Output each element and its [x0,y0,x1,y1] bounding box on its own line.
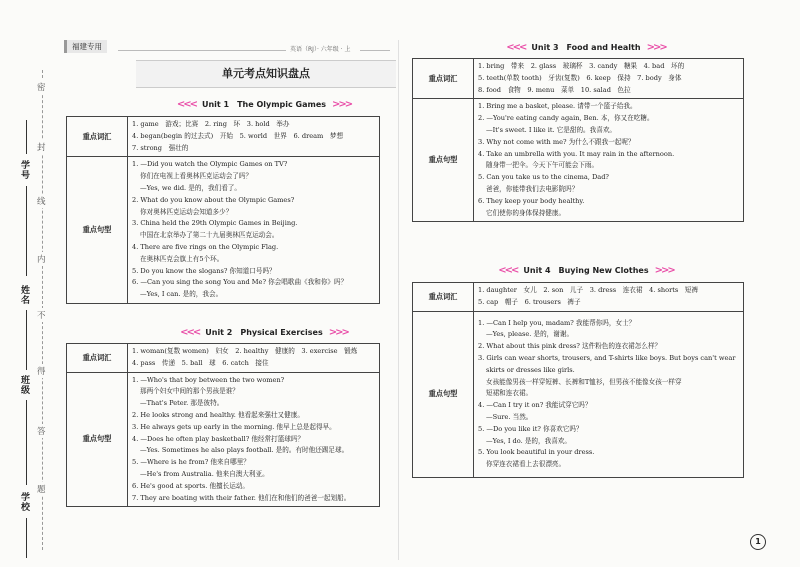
sentence-line: 你穿连衣裙看上去很漂亮。 [486,460,566,469]
unit3-vocab-row [413,59,744,99]
sentence-line: —Yes, please. 是的，谢谢。 [486,330,574,339]
sentence-line: —Yes. Sometimes he also plays football. 是的。有时他还踢足球。 [140,446,349,455]
sentence-line: 6. —Can you sing the song You and Me? 你会唱歌曲《我和你》吗？ [132,278,348,287]
seal-char: 内 [37,252,46,266]
right-arrows-icon: >>> [328,327,348,338]
vocab-header: 重点词汇 [67,117,128,157]
sentence-line: —Yes, I do. 是的，我喜欢。 [486,436,571,445]
vocab-line: 8. food 食物 9. menu 菜单 10. salad 色拉 [478,85,631,94]
right-arrows-icon: >>> [654,265,674,276]
sentence-header: 重点句型 [67,157,128,304]
sentence-line: 中国在北京举办了第二十九届奥林匹克运动会。 [140,231,279,240]
sentence-line: 3. He always gets up early in the morning. 他早上总是起得早。 [132,422,336,431]
sentence-line: 3. China held the 29th Olympic Games in Beijing. [132,219,298,228]
seal-char: 答 [37,424,46,438]
left-arrows-icon: <<< [506,42,526,53]
sentence-line: 短裙和连衣裙。 [486,389,533,398]
sentence-line: —It's sweet. I like it. 它是甜的。我喜欢。 [486,125,617,134]
school-line [26,518,27,558]
sentence-line: 你们在电视上看奥林匹克运动会了吗？ [140,172,253,181]
vocab-header: 重点词汇 [413,283,474,312]
unit2-vocab [128,344,380,373]
sentence-line: —Yes, we did. 是的，我们看了。 [140,183,241,192]
unit3-table [412,58,744,222]
unit3-vocab [474,59,744,99]
vocab-line: 5. cap 帽子 6. trousers 裤子 [478,297,581,306]
sentence-line: 你对奥林匹克运动会知道多少？ [140,207,233,216]
sentence-header: 重点句型 [413,311,474,477]
page-divider [398,40,399,560]
sentence-line: 5. You look beautiful in your dress. [478,448,595,457]
sentence-line: 4. —Does he often play basketball? 他经常打篮球吗？ [132,434,305,443]
sentence-line: 在奥林匹克会旗上有5个环。 [140,254,224,263]
sentence-line: 1. —Can I help you, madam? 我能帮你吗，女士？ [478,318,636,327]
right-arrows-icon: >>> [332,99,352,110]
unit3-sentence-row [413,99,744,222]
vocab-header: 重点词汇 [413,59,474,99]
unit3-title-text: Unit 3 Food and Health [531,43,641,52]
sentence-line: 5. Do you know the slogans? 你知道口号吗？ [132,266,276,275]
sentence-line: —Sure. 当然。 [486,412,533,421]
unit4-title-text: Unit 4 Buying New Clothes [523,266,649,275]
vocab-line: 7. strong 强壮的 [132,143,189,152]
unit2-title [124,327,404,339]
unit4-sentence-row [413,311,744,477]
unit2-vocab-row [67,344,380,373]
unit1-sentences [128,157,380,304]
unit3-sentences [474,99,744,222]
unit2-sentences [128,372,380,507]
unit1-title-text: Unit 1 The Olympic Games [201,100,327,109]
left-arrows-icon: <<< [498,265,518,276]
vocab-line: 1. bring 带来 2. glass 玻璃杯 3. candy 糖果 4. bad 坏的 [478,62,685,70]
sentence-line: 7. They are boating with their father. 他们在和他们的爸爸一起划船。 [132,493,351,502]
unit1-vocab [128,117,380,157]
student-number-line-2 [26,186,27,276]
vocab-line: 4. began(begin 的过去式) 开始 5. world 世界 6. dream 梦想 [132,131,344,140]
sentence-line: 女孩能像男孩一样穿短裤、长裤和T恤衫，但男孩不能像女孩一样穿 [486,377,682,386]
unit2-table [66,343,380,507]
sentence-line: 6. They keep your body healthy. [478,196,585,205]
right-arrows-icon: >>> [646,42,666,53]
sentence-line: 1. —Who's that boy between the two women? [132,375,285,384]
unit4-table [412,282,744,478]
unit4-sentences [474,311,744,477]
name-line [26,310,27,370]
header-rule-left [118,50,286,51]
sentence-header: 重点句型 [413,99,474,222]
seal-char: 线 [37,194,46,208]
sentence-line: 3. Girls can wear shorts, trousers, and T-shirts like boys. But boys can't wear [478,353,736,362]
sentence-line: 3. Why not come with me? 为什么不跟我一起呢？ [478,137,635,146]
sentence-line: 爸爸，你能带我们去电影院吗？ [486,184,579,193]
sentence-line: 它们使你的身体保持健康。 [486,208,566,217]
class-line [26,400,27,485]
sentence-line: 那两个妇女中间的那个男孩是谁？ [140,387,239,396]
unit4-vocab [474,283,744,312]
unit2-title-text: Unit 2 Physical Exercises [205,328,323,337]
seal-char: 得 [37,364,46,378]
sentence-line: —That's Peter. 那是彼特。 [140,399,224,408]
vocab-line: 4. pass 传递 5. ball 球 6. catch 接住 [132,358,269,367]
name-label: 姓名 [19,285,29,305]
school-label: 学校 [19,492,29,512]
sentence-line: 5. Can you take us to the cinema, Dad? [478,173,609,182]
sentence-line: —Yes, I can. 是的，我会。 [140,290,223,299]
unit4-title [436,265,736,277]
sentence-line: 随身带一把伞。今天下午可能会下雨。 [486,161,599,170]
unit3-title [436,42,736,54]
student-number-label: 学号 [19,160,29,180]
region-tag: 福建专用 [64,40,107,53]
sentence-line: 2. What about this pink dress? 这件粉色的连衣裙怎么样？ [478,342,662,351]
sentence-line: 6. He's good at sports. 他擅长运动。 [132,481,250,490]
sentence-line: 2. He looks strong and healthy. 他看起来强壮又健康。 [132,410,304,419]
sentence-line: 1. —Did you watch the Olympic Games on TV? [132,160,288,169]
unit4-vocab-row [413,283,744,312]
seal-char: 封 [37,140,46,154]
left-arrows-icon: <<< [180,327,200,338]
vocab-line: 1. woman(复数 women) 妇女 2. healthy 健康的 3. exercise 锻炼 [132,347,358,355]
sentence-line: 4. Take an umbrella with you. It may rain in the afternoon. [478,149,675,158]
sentence-line: 5. —Do you like it? 你喜欢它吗？ [478,424,583,433]
sentence-header: 重点句型 [67,372,128,507]
sentence-line: 5. —Where is he from? 他来自哪里？ [132,458,250,467]
unit2-sentence-row [67,372,380,507]
unit1-title [124,99,404,111]
section-title: 单元考点知识盘点 [136,60,396,88]
page-number: 1 [750,534,766,550]
binding-margin [0,0,62,567]
sentence-line: 4. There are five rings on the Olympic Flag. [132,242,279,251]
seal-char: 密 [37,80,46,94]
vocab-line: 1. daughter 女儿 2. son 儿子 3. dress 连衣裙 4. shorts 短裤 [478,286,699,294]
unit1-table [66,116,380,304]
sentence-line: 2. —You're eating candy again, Ben. 本，你又在吃糖。 [478,114,654,123]
sentence-line: skirts or dresses like girls. [486,365,575,374]
class-label: 班级 [19,375,29,395]
sentence-line: 2. What do you know about the Olympic Games? [132,195,295,204]
sentence-line: 1. Bring me a basket, please. 请带一个篮子给我。 [478,102,637,111]
header-rule-right [360,50,390,51]
seal-char: 题 [37,482,46,496]
grade-label: 英语（RJ）· 六年级 · 上 [290,46,351,53]
sentence-line: —He's from Australia. 他来自澳大利亚。 [140,469,269,478]
seal-char: 不 [37,308,46,322]
vocab-line: 1. game 游戏；比赛 2. ring 环 3. hold 举办 [132,120,290,128]
left-arrows-icon: <<< [176,99,196,110]
vocab-line: 5. teeth(单数 tooth) 牙齿(复数) 6. keep 保持 7. body 身体 [478,73,682,82]
unit1-sentence-row [67,157,380,304]
vocab-header: 重点词汇 [67,344,128,373]
sentence-line: 4. —Can I try it on? 我能试穿它吗？ [478,401,592,410]
student-number-line [26,120,27,154]
unit1-vocab-row [67,117,380,157]
